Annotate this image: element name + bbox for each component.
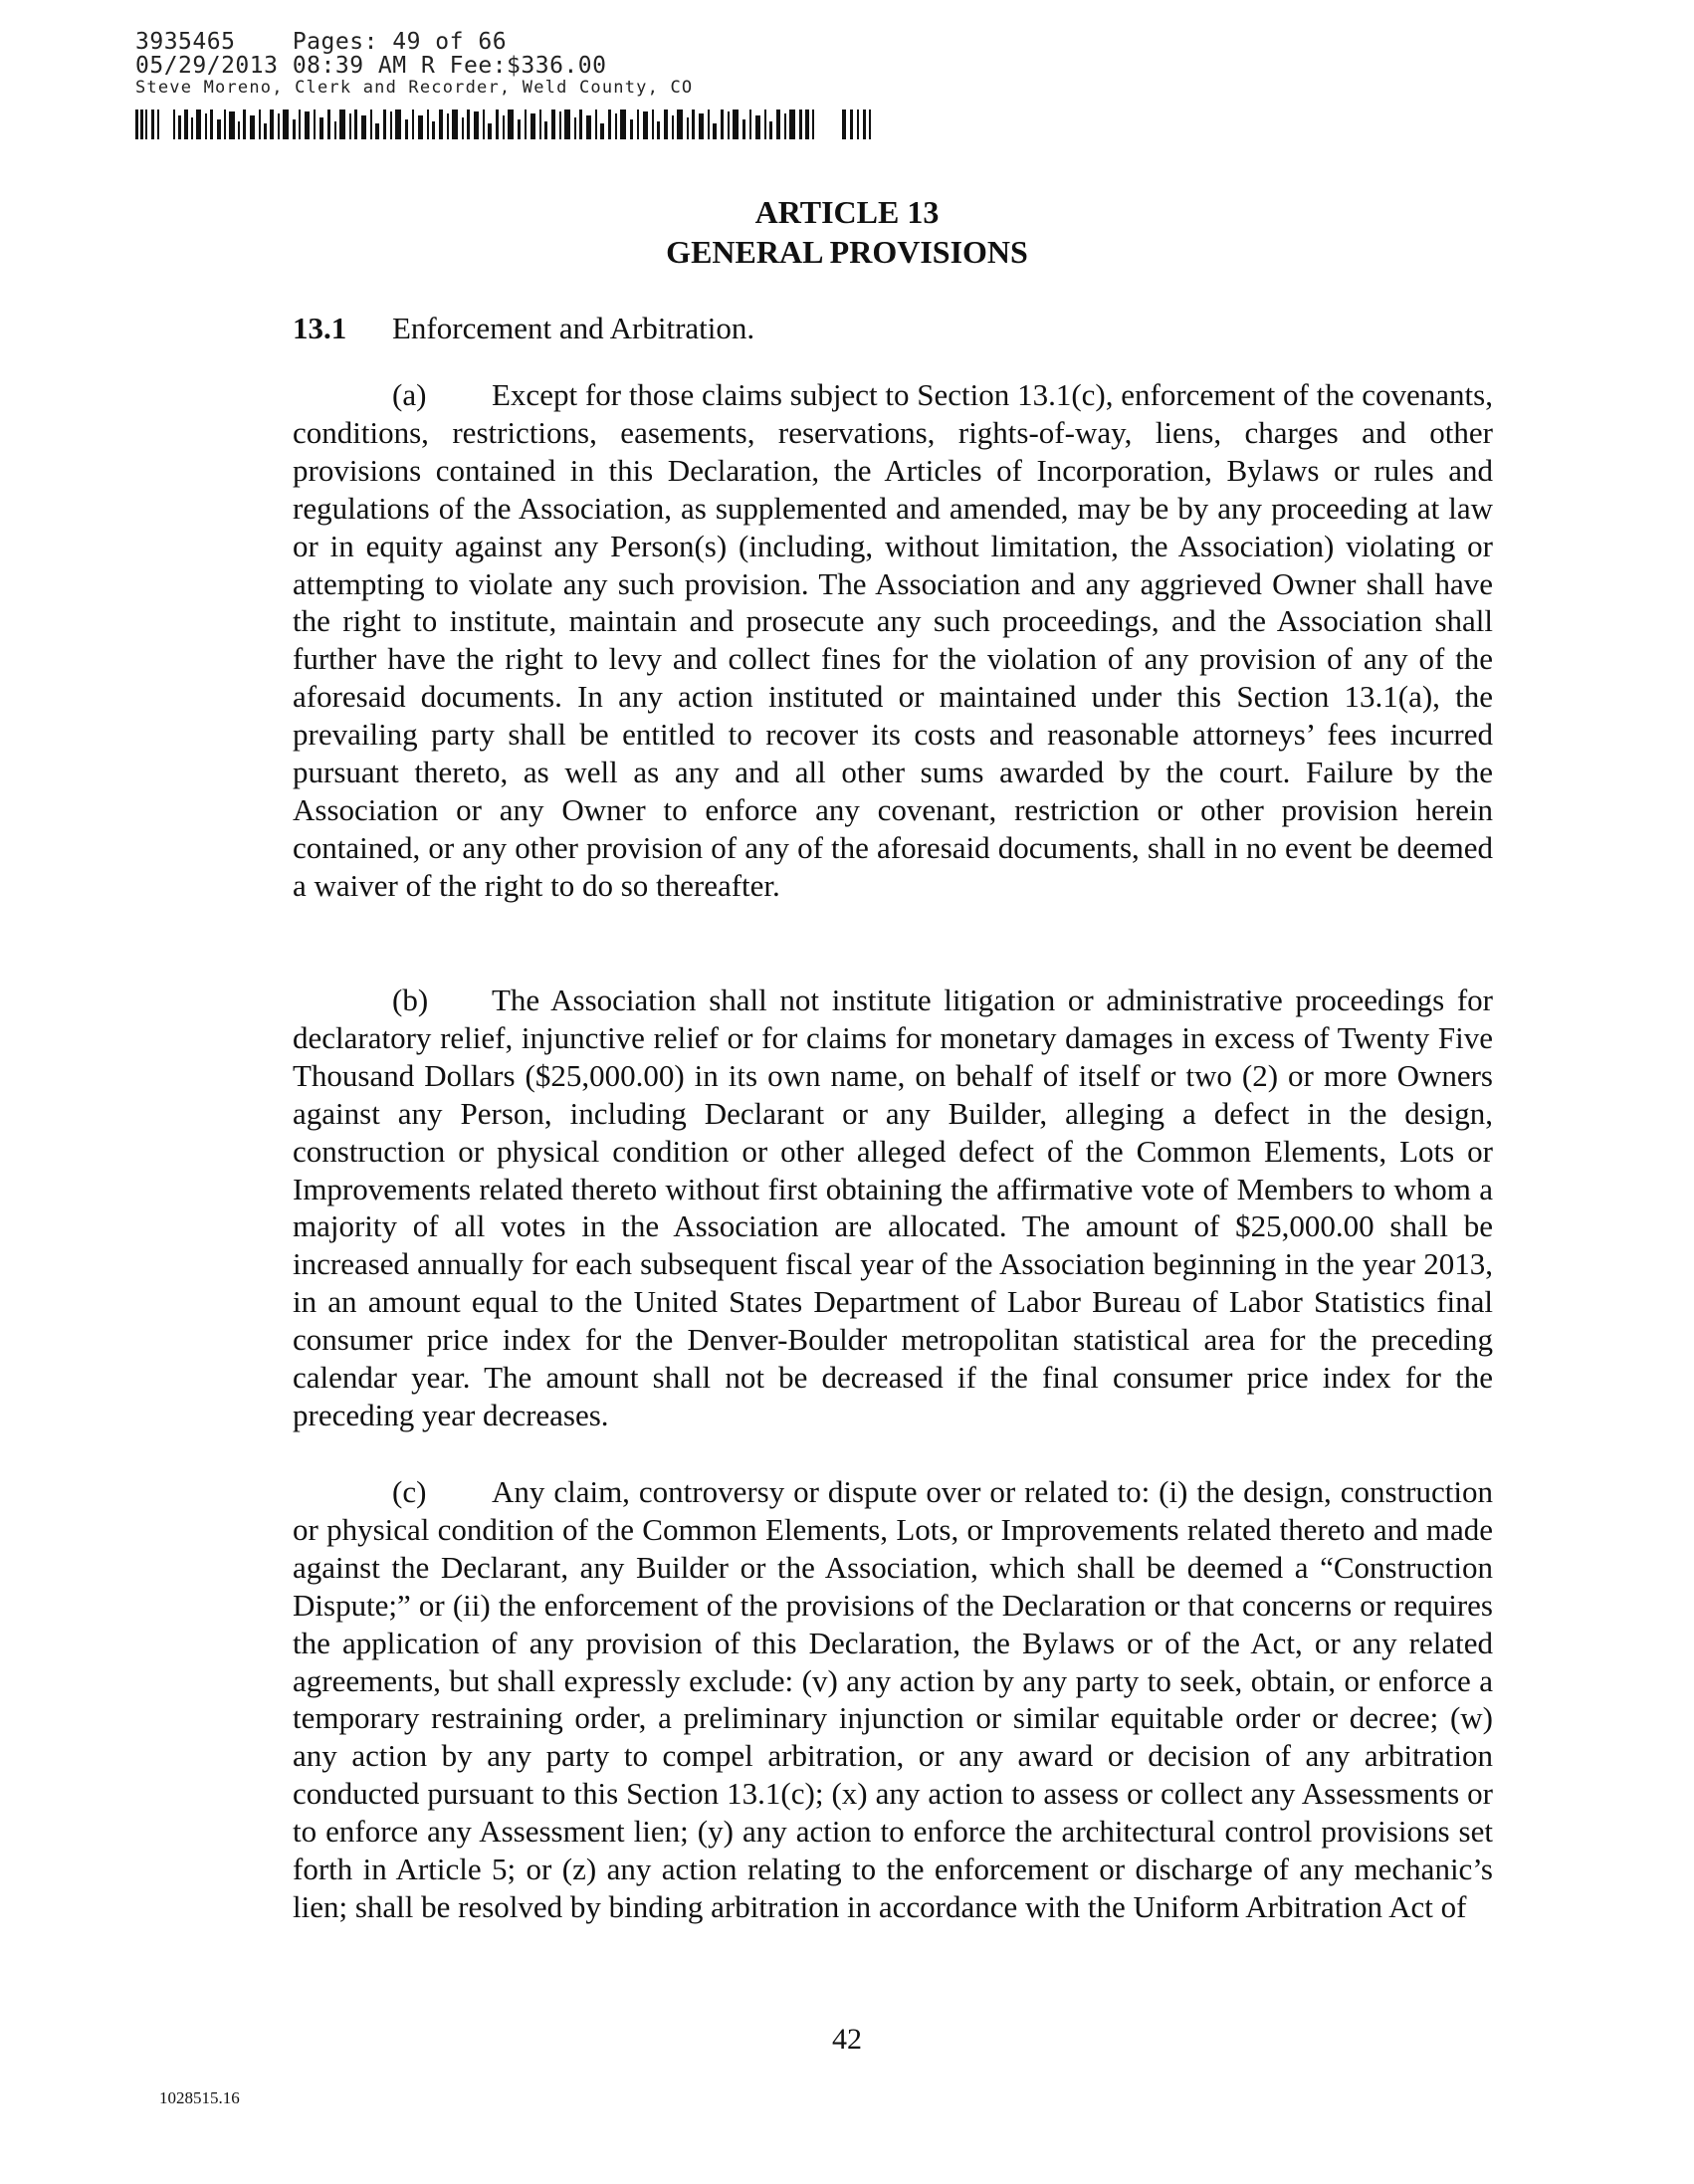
recording-date-time: 05/29/2013 08:39 AM [135,53,407,79]
paragraph-label: (a) [392,377,427,412]
article-title: ARTICLE 13 [754,194,940,230]
paragraph-text: Except for those claims subject to Section 13.1(c), enforcement of the covenants, conditions, restrictions, easements, reservations, rights-of-way, liens, charges and other provisions contained in this Declaration, the Articles of Incorporation, Bylaws or rules and regulations of the Association, as supplemented and amended, may be by any proceeding at law or in equity against any Person(s) (including, without limitation, the Association) violating or attempting to violate any such provision. The Association and any aggrieved Owner shall have the right to institute, maintain and prosecute any such proceedings, and the Association shall further have the right to levy and collect fines for the violation of any provision of any of the aforesaid documents. In any action instituted or maintained under this Section 13.1(a), the prevailing party shall be entitled to recover its costs and reasonable attorneys’ fees incurred pursuant thereto, as well as any and all other sums awarded by the court. Failure by the Association or any Owner to enforce any covenant, restriction or other provision herein contained, or any other provision of any of the aforesaid documents, shall in no event be deemed a waiver of the right to do so thereafter. [293,377,1493,903]
page-number: 42 [832,2023,862,2056]
paragraph-text: Any claim, controversy or dispute over or related to: (i) the design, construction or physical condition of the Common Elements, Lots, or Improvements related thereto and made against the Declarant, any Builder or the Association, which shall be deemed a “Construction Dispute;” or (ii) the enforcement of the provisions of the Declaration or that concerns or requires the application of any provision of this Declaration, the Bylaws or of the Act, or any related agreements, but shall expressly exclude: (v) any action by any party to seek, obtain, or enforce a temporary restraining order, a preliminary injunction or similar equitable order or decree; (w) any action by any party to compel arbitration, or any award or decision of any arbitration conducted pursuant to this Section 13.1(c); (x) any action to assess or collect any Assessments or to enforce any Assessment lien; (y) any action to enforce the architectural control provisions set forth in Article 5; or (z) any action relating to the enforcement or discharge of any mechanic’s lien; shall be resolved by binding arbitration in accordance with the Uniform Arbitration Act of [293,1474,1493,1924]
paragraph-text: The Association shall not institute litigation or administrative proceedings for declaratory relief, injunctive relief or for claims for monetary damages in excess of Twenty Five Thousand Dollars ($25,000.00) in its own name, on behalf of itself or two (2) or more Owners against any Person, including Declarant or any Builder, alleging a defect in the design, construction or physical condition or other alleged defect of the Common Elements, Lots or Improvements related thereto without first obtaining the affirmative vote of Members to whom a majority of all votes in the Association are allocated. The amount of $25,000.00 shall be increased annually for each subsequent fiscal year of the Association beginning in the year 2013, in an amount equal to the United States Department of Labor Bureau of Labor Statistics final consumer price index for the Denver-Boulder metropolitan statistical area for the preceding calendar year. The amount shall not be decreased if the final consumer price index for the preceding year decreases. [293,983,1493,1432]
section-number: 13.1 [293,311,347,345]
paragraph-label: (c) [392,1474,427,1509]
article-subtitle: GENERAL PROVISIONS [666,234,1028,270]
recording-doc-number: 3935465 [135,29,236,55]
paragraph-label: (b) [392,983,429,1017]
section-title: Enforcement and Arbitration. [392,311,755,345]
article-heading [0,192,1694,272]
recording-pages: Pages: 49 of 66 [292,29,508,55]
section-heading [293,309,754,348]
recording-stamp [135,30,693,98]
recording-fee: R Fee:$336.00 [420,53,607,79]
barcode-icon [135,109,872,139]
paragraph-a [293,376,1493,905]
paragraph-b [293,982,1493,1434]
recording-recorder: Steve Moreno, Clerk and Recorder, Weld County, CO [135,78,694,98]
paragraph-c [293,1473,1493,1926]
document-id: 1028515.16 [159,2088,240,2107]
